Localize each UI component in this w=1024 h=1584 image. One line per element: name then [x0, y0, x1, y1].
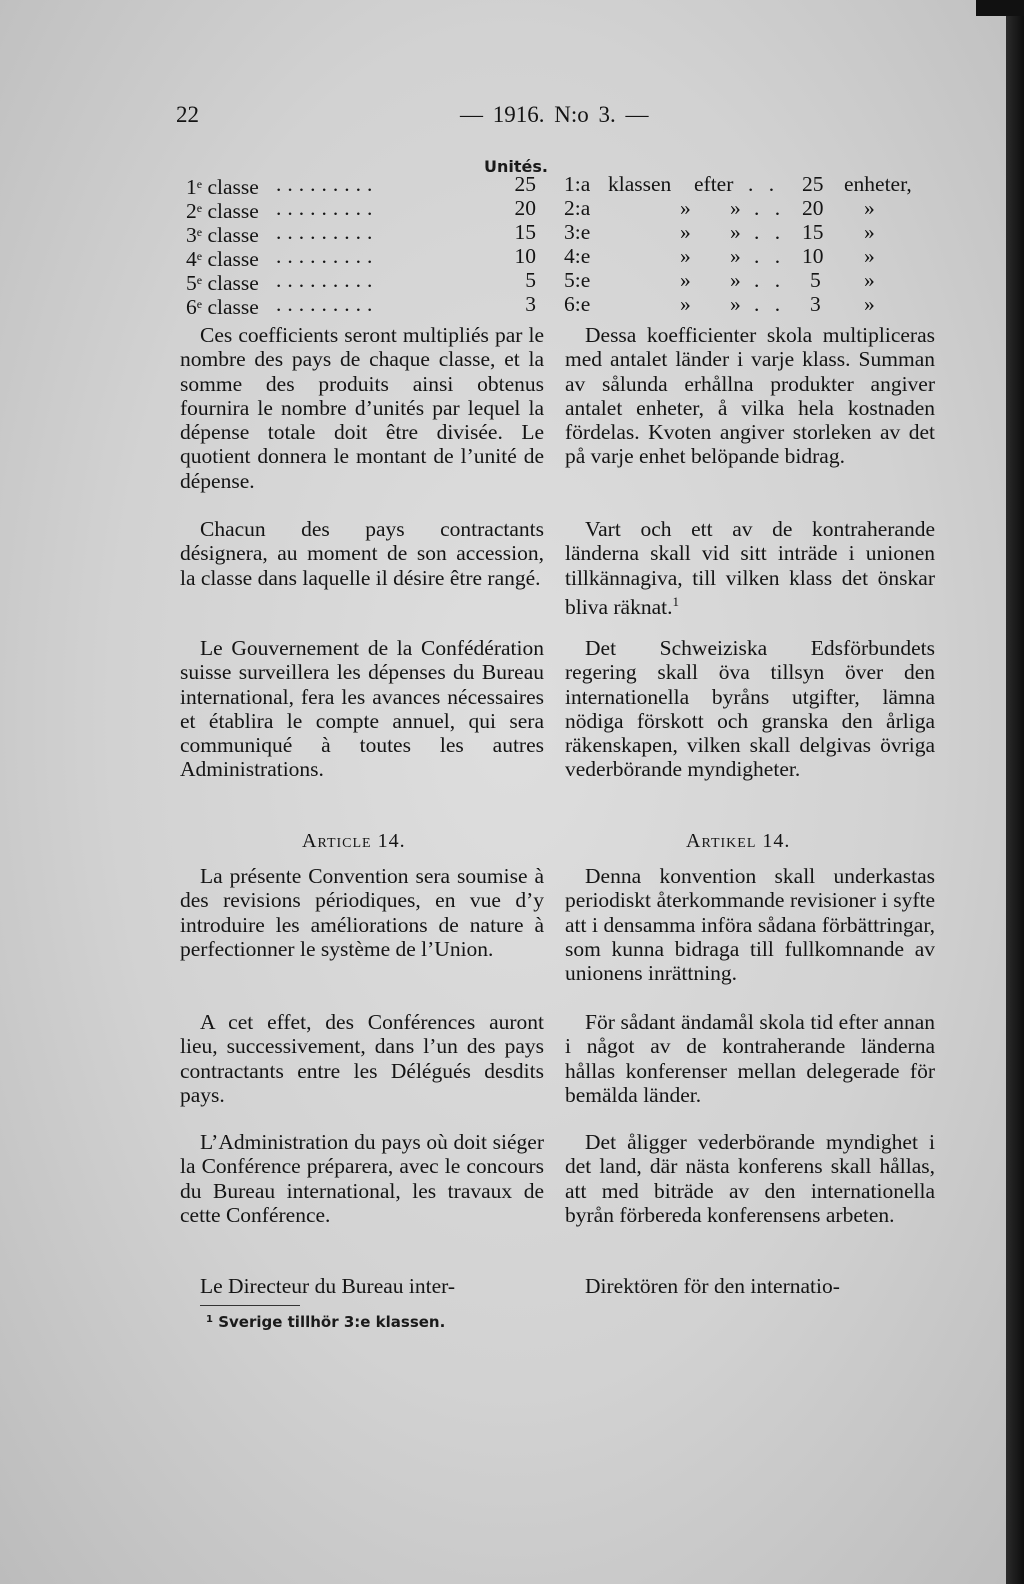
french-paragraph-government: Le Gouvernement de la Confédération suisse surveillera les dépenses du Bureau international, fera les avances nécessaires et établira le compte annuel, qui sera communiqué à toutes les autres Administrations. — [180, 636, 544, 782]
table-row: 6e classe ......... 3 — [186, 292, 536, 319]
scan-dark-edge — [1006, 0, 1024, 1584]
french-paragraph-conferences: A cet effet, des Conférences auront lieu, successivement, dans l’un des pays contractants entre les Délégués desdits pays. — [180, 1010, 544, 1107]
french-paragraph-revisions: La présente Convention sera soumise à des revisions périodiques, en vue d’y introduire les améliorations de nature à perfectionner le système de l’Union. — [180, 864, 544, 961]
french-paragraph-administration: L’Administration du pays où doit siéger la Conférence préparera, avec le concours du Bureau international, les travaux de cette Conférence. — [180, 1130, 544, 1227]
swedish-paragraph-intrade: Vart och ett av de kontraherande länderna skall vid sitt inträde i unionen tillkännagiva, till vilken klass det önskar bliva räknat.$^1$ — [565, 517, 935, 620]
table-row: 3e classe ......... 15 — [186, 220, 536, 247]
french-paragraph-directeur: Le Directeur du Bureau inter- — [200, 1274, 456, 1298]
running-head: — 1916. N:o 3. — — [460, 102, 649, 127]
swedish-article-heading: Artikel 14. — [686, 830, 791, 852]
french-paragraph-accession: Chacun des pays contractants désignera, au moment de son accession, la classe dans laquelle il désire être rangé. — [180, 517, 544, 590]
table-row: 4:e » » . . 10 » — [564, 244, 875, 268]
table-row: 4e classe ......... 10 — [186, 244, 536, 271]
french-paragraph-coefficients: Ces coefficients seront multipliés par le nombre des pays de chaque classe, et la somme des produits ainsi obtenus fournira le nombre d’unités par lequel la dépense totale doit être divisée. Le quotient donnera le montant de l’unité de dépense. — [180, 323, 544, 493]
footnote-rule — [200, 1305, 300, 1306]
swedish-paragraph-direktoren: Direktören för den internatio- — [585, 1274, 840, 1298]
table-row: 2:a » » . . 20 » — [564, 196, 875, 220]
swedish-paragraph-regering: Det Schweiziska Edsförbundets regering skall öva tillsyn över den internationella byråns utgifter, lämna nödiga förskott och granska den årliga räkenskapen, vilken skall delgivas övriga vederbörande myndigheter. — [565, 636, 935, 782]
swedish-paragraph-koefficienter: Dessa koefficienter skola multipliceras med antalet länder i varje klass. Summan av sålunda erhållna produkter angiver antalet enheter, å vilka hela kostnaden fördelas. Kvoten angiver storleken av det på varje enhet belöpande bidrag. — [565, 323, 935, 469]
footnote: $^1$ Sverige tillhör 3:e klassen. — [206, 1313, 446, 1331]
table-row: 5e classe ......... 5 — [186, 268, 536, 295]
scan-dark-corner — [976, 0, 1024, 16]
table-row: 1e classe ......... 25 — [186, 172, 536, 199]
table-row: 2e classe ......... 20 — [186, 196, 536, 223]
swedish-paragraph-revisioner: Denna konvention skall underkastas periodiskt återkommande revisioner i syfte att i densamma införa sådana förbättringar, som kunna bidraga till fullkomnande av unionens inrättning. — [565, 864, 935, 986]
table-row: 3:e » » . . 15 » — [564, 220, 875, 244]
table-row: 5:e » » . . 5 » — [564, 268, 875, 292]
units-column-label: Unités. — [484, 157, 548, 176]
footnote-marker: 1 — [672, 593, 679, 609]
french-article-heading: Article 14. — [302, 830, 406, 852]
swedish-paragraph-konferenser: För sådant ändamål skola tid efter annan i något av de kontraherande länderna hållas konferenser mellan delegerade för bemälda länder. — [565, 1010, 935, 1107]
table-row: 6:e » » . . 3 » — [564, 292, 875, 316]
page-number: 22 — [176, 102, 199, 127]
table-row: 1:a klassen efter . . 25 enheter, — [564, 172, 912, 196]
swedish-paragraph-myndighet: Det åligger vederbörande myndighet i det land, där nästa konferens skall hållas, att med biträde av den internationella byrån förbereda konferensens arbeten. — [565, 1130, 935, 1227]
